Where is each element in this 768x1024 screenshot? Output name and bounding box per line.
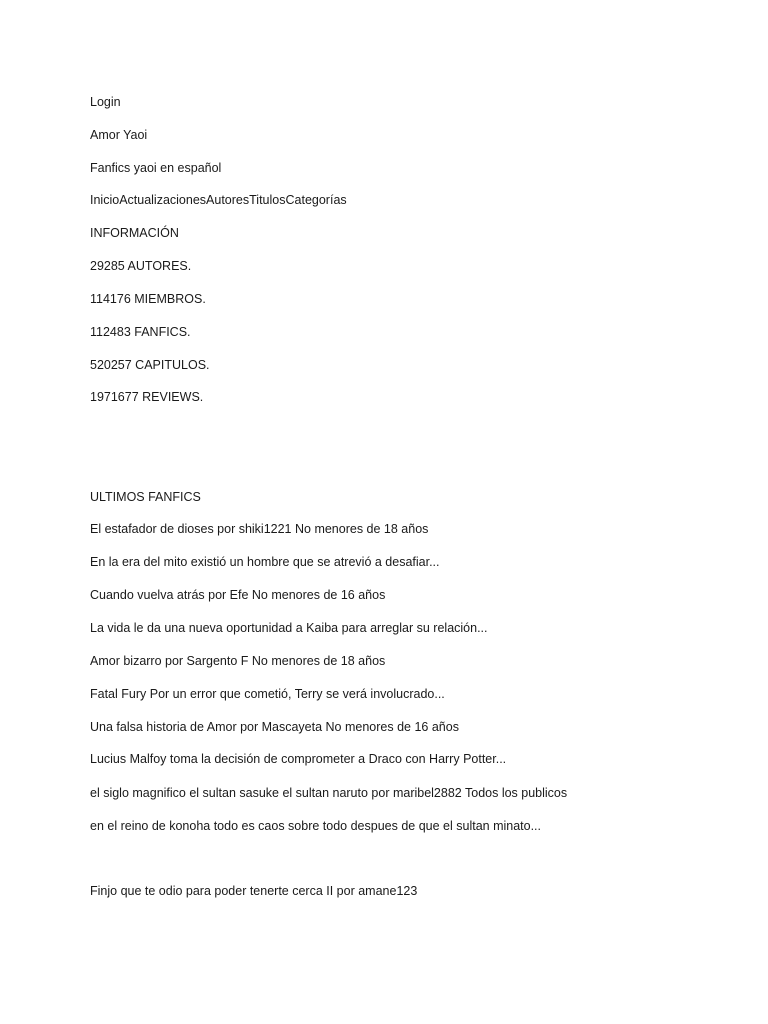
stat-autores: 29285 AUTORES. [90,259,192,273]
stat-fanfics: 112483 FANFICS. [90,325,191,339]
info-heading: INFORMACIÓN [90,226,179,240]
fanfic-summary: Lucius Malfoy toma la decisión de comprometer a Draco con Harry Potter... [90,752,507,766]
site-title: Amor Yaoi [90,128,148,142]
fanfic-summary: En la era del mito existió un hombre que se atrevió a desafiar... [90,555,440,569]
fanfic-title-line[interactable]: Una falsa historia de Amor por Mascayeta No menores de 16 años [90,720,459,734]
site-tagline: Fanfics yaoi en español [90,161,222,175]
fanfic-summary: en el reino de konoha todo es caos sobre todo despues de que el sultan minato... [90,819,542,833]
stat-capitulos: 520257 CAPITULOS. [90,358,210,372]
fanfic-summary: Fatal Fury Por un error que cometió, Terry se verá involucrado... [90,687,445,701]
latest-heading: ULTIMOS FANFICS [90,490,201,504]
login-link[interactable]: Login [90,95,121,109]
stat-miembros: 114176 MIEMBROS. [90,292,206,306]
fanfic-title-line[interactable]: Amor bizarro por Sargento F No menores de 18 años [90,654,386,668]
nav-inicio[interactable]: Inicio [90,193,120,207]
fanfic-title-line[interactable]: El estafador de dioses por shiki1221 No menores de 18 años [90,522,429,536]
nav-titulos[interactable]: Titulos [249,193,286,207]
fanfic-title-line[interactable]: el siglo magnifico el sultan sasuke el sultan naruto por maribel2882 Todos los publicos [90,786,568,800]
nav-categorias[interactable]: Categorías [285,193,347,207]
fanfic-summary: La vida le da una nueva oportunidad a Kaiba para arreglar su relación... [90,621,488,635]
main-nav [90,192,347,208]
stat-reviews: 1971677 REVIEWS. [90,390,204,404]
fanfic-title-line[interactable]: Cuando vuelva atrás por Efe No menores de 16 años [90,588,386,602]
nav-actualizaciones[interactable]: Actualizaciones [119,193,207,207]
nav-autores[interactable]: Autores [206,193,250,207]
fanfic-title-line[interactable]: Finjo que te odio para poder tenerte cerca II por amane123 [90,884,418,898]
